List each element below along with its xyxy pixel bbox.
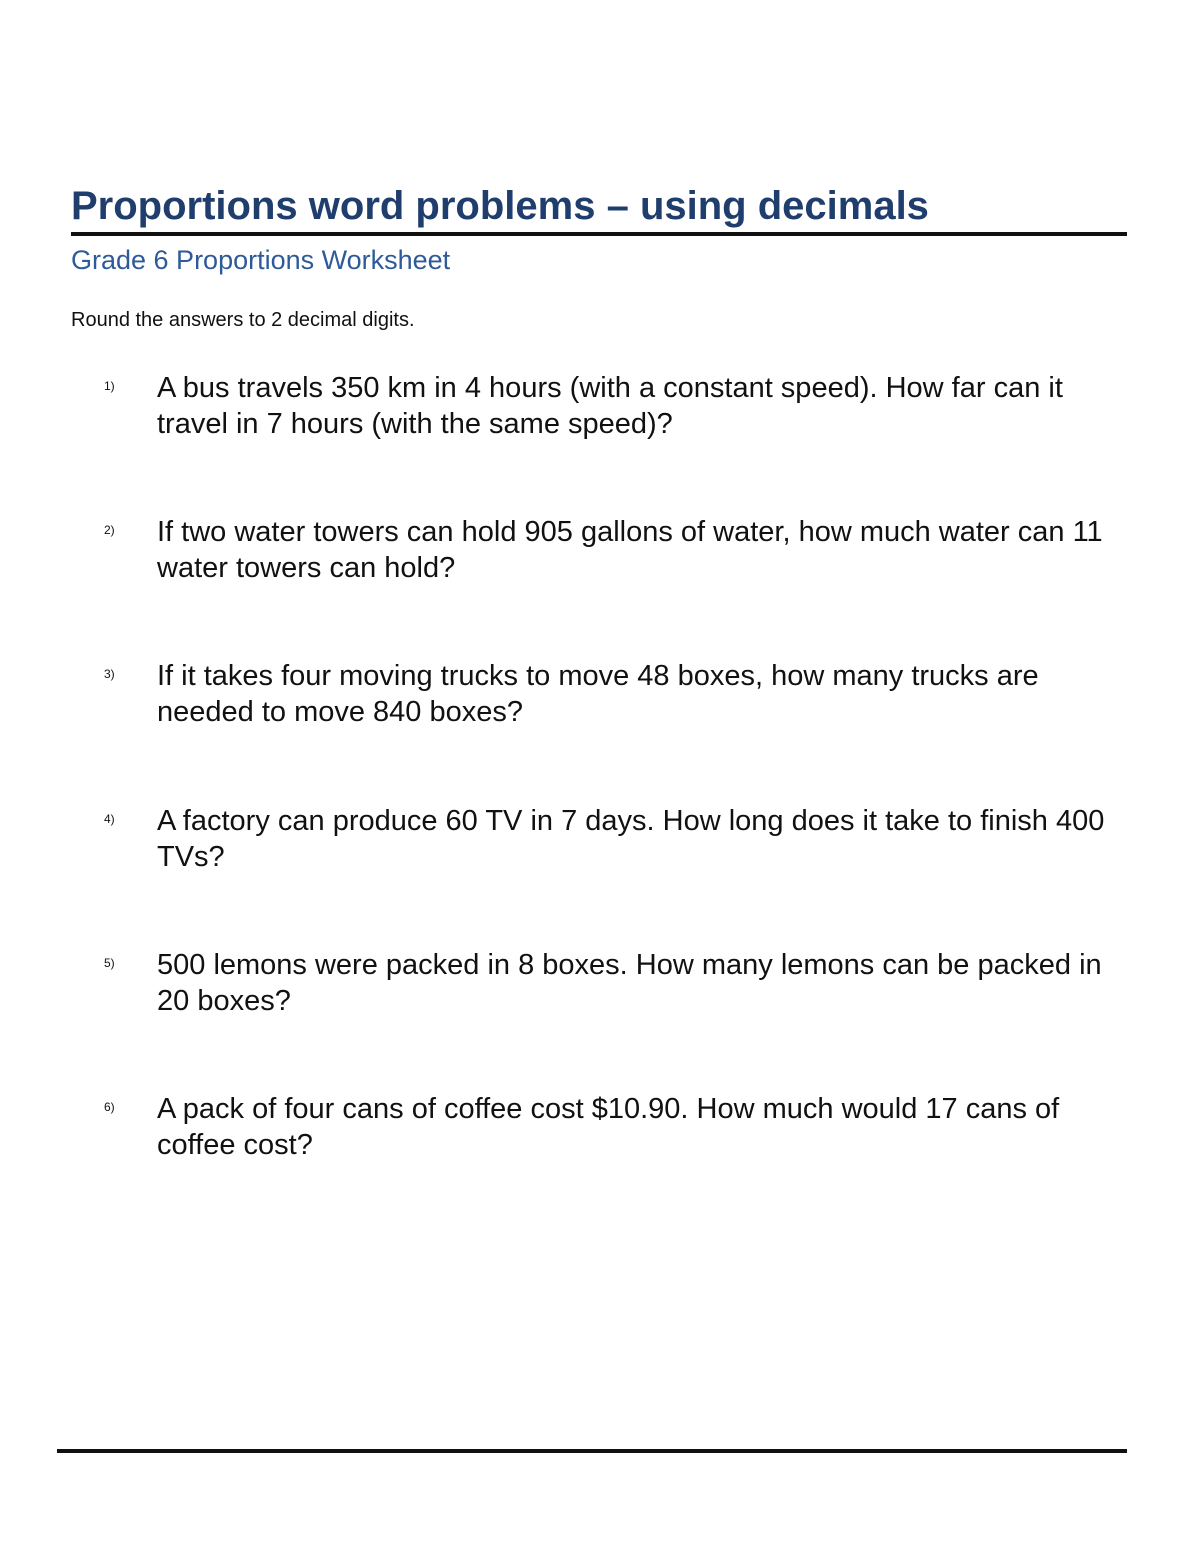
problem-number: 6) — [104, 1100, 115, 1114]
footer-divider — [57, 1449, 1127, 1453]
title-divider — [71, 232, 1127, 236]
page-subtitle: Grade 6 Proportions Worksheet — [71, 245, 451, 275]
problem-number: 4) — [104, 812, 115, 826]
problem-number: 2) — [104, 523, 115, 537]
problem-number: 1) — [104, 379, 115, 393]
problem-text: If it takes four moving trucks to move 48 boxes, how many trucks are needed to move 840 boxes? — [157, 660, 1039, 728]
problem-text: A pack of four cans of coffee cost $10.90. How much would 17 cans of coffee cost? — [157, 1093, 1060, 1161]
problem-number: 5) — [104, 956, 115, 970]
page-title: Proportions word problems – using decimals — [71, 184, 929, 228]
problem-number: 3) — [104, 667, 115, 681]
problem-text: A factory can produce 60 TV in 7 days. How long does it take to finish 400 TVs? — [157, 805, 1105, 873]
problem-text: If two water towers can hold 905 gallons of water, how much water can 11 water towers can hold? — [157, 516, 1103, 584]
instructions-text: Round the answers to 2 decimal digits. — [71, 309, 415, 331]
problem-text: A bus travels 350 km in 4 hours (with a constant speed). How far can it travel in 7 hours (with the same speed)? — [157, 372, 1063, 440]
problem-text: 500 lemons were packed in 8 boxes. How many lemons can be packed in 20 boxes? — [157, 949, 1102, 1017]
